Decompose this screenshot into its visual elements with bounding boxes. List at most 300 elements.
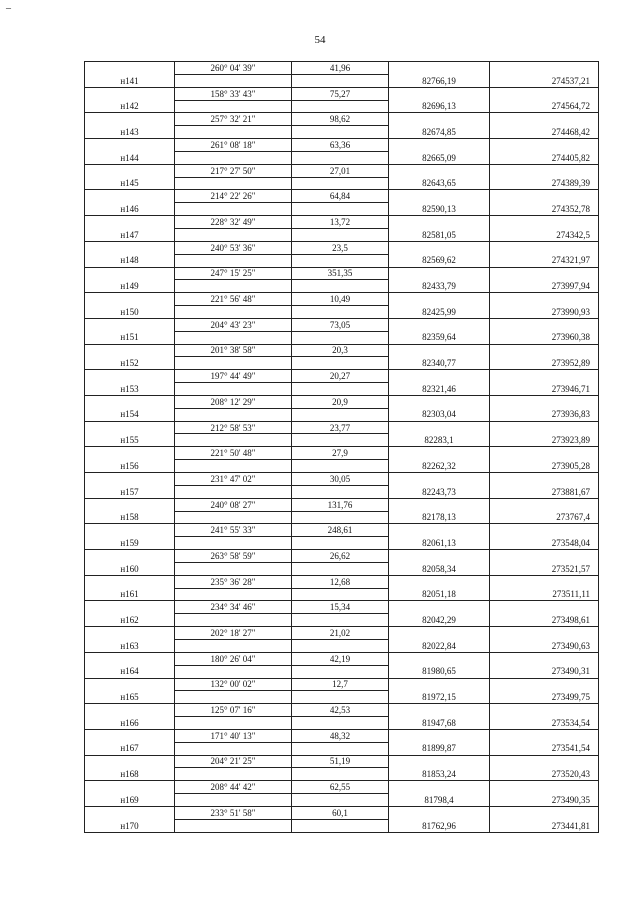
x-coordinate-cell: 82058,34 xyxy=(389,562,490,575)
segment-row xyxy=(85,267,599,280)
segment-row xyxy=(85,395,599,408)
point-row xyxy=(85,434,599,447)
x-coordinate-cell: 81972,15 xyxy=(389,691,490,704)
x-coordinate-cell xyxy=(389,524,490,537)
y-coordinate-cell xyxy=(490,113,599,126)
x-coordinate-cell: 82433,79 xyxy=(389,280,490,293)
segment-length-cell: 13,72 xyxy=(292,216,389,229)
point-name-cell xyxy=(85,678,175,691)
y-coordinate-cell: 273490,31 xyxy=(490,665,599,678)
segment-row xyxy=(85,370,599,383)
point-row xyxy=(85,74,599,87)
direction-angle-cell xyxy=(175,177,292,190)
segment-row xyxy=(85,755,599,768)
segment-row xyxy=(85,524,599,537)
direction-angle-cell xyxy=(175,794,292,807)
y-coordinate-cell: 273490,35 xyxy=(490,794,599,807)
direction-angle-cell xyxy=(175,126,292,139)
direction-angle-cell: 197° 44' 49" xyxy=(175,370,292,383)
segment-length-cell xyxy=(292,357,389,370)
y-coordinate-cell: 273521,57 xyxy=(490,562,599,575)
x-coordinate-cell: 82674,85 xyxy=(389,126,490,139)
segment-length-cell: 60,1 xyxy=(292,806,389,819)
point-row xyxy=(85,151,599,164)
point-name-cell xyxy=(85,190,175,203)
point-row xyxy=(85,460,599,473)
point-row xyxy=(85,794,599,807)
x-coordinate-cell xyxy=(389,704,490,717)
y-coordinate-cell xyxy=(490,729,599,742)
x-coordinate-cell: 81853,24 xyxy=(389,768,490,781)
segment-row xyxy=(85,318,599,331)
segment-length-cell: 21,02 xyxy=(292,627,389,640)
y-coordinate-cell: 274564,72 xyxy=(490,100,599,113)
direction-angle-cell xyxy=(175,639,292,652)
point-row xyxy=(85,306,599,319)
point-name-cell xyxy=(85,601,175,614)
segment-length-cell xyxy=(292,228,389,241)
direction-angle-cell: 217° 27' 50" xyxy=(175,164,292,177)
segment-row xyxy=(85,241,599,254)
segment-length-cell: 42,53 xyxy=(292,704,389,717)
x-coordinate-cell xyxy=(389,755,490,768)
x-coordinate-cell: 82061,13 xyxy=(389,537,490,550)
direction-angle-cell: 180° 26' 04" xyxy=(175,652,292,665)
segment-length-cell: 10,49 xyxy=(292,293,389,306)
point-row xyxy=(85,280,599,293)
direction-angle-cell xyxy=(175,562,292,575)
y-coordinate-cell: 273960,38 xyxy=(490,331,599,344)
y-coordinate-cell xyxy=(490,139,599,152)
segment-length-cell xyxy=(292,485,389,498)
point-name-cell xyxy=(85,473,175,486)
y-coordinate-cell xyxy=(490,473,599,486)
y-coordinate-cell: 274468,42 xyxy=(490,126,599,139)
direction-angle-cell xyxy=(175,408,292,421)
point-name-cell xyxy=(85,318,175,331)
segment-length-cell xyxy=(292,639,389,652)
y-coordinate-cell xyxy=(490,575,599,588)
segment-length-cell xyxy=(292,126,389,139)
y-coordinate-cell: 273548,04 xyxy=(490,537,599,550)
point-name-cell: н152 xyxy=(85,357,175,370)
segment-length-cell: 62,55 xyxy=(292,781,389,794)
y-coordinate-cell xyxy=(490,498,599,511)
segment-length-cell: 63,36 xyxy=(292,139,389,152)
x-coordinate-cell xyxy=(389,627,490,640)
y-coordinate-cell xyxy=(490,395,599,408)
x-coordinate-cell xyxy=(389,550,490,563)
segment-length-cell xyxy=(292,460,389,473)
x-coordinate-cell xyxy=(389,575,490,588)
direction-angle-cell xyxy=(175,742,292,755)
x-coordinate-cell xyxy=(389,62,490,75)
point-name-cell: н170 xyxy=(85,819,175,832)
point-row xyxy=(85,485,599,498)
point-row xyxy=(85,742,599,755)
y-coordinate-cell: 274342,5 xyxy=(490,228,599,241)
point-name-cell: н145 xyxy=(85,177,175,190)
segment-length-cell: 73,05 xyxy=(292,318,389,331)
y-coordinate-cell: 273490,63 xyxy=(490,639,599,652)
direction-angle-cell xyxy=(175,460,292,473)
segment-length-cell: 20,3 xyxy=(292,344,389,357)
x-coordinate-cell: 82581,05 xyxy=(389,228,490,241)
direction-angle-cell: 158° 33' 43" xyxy=(175,87,292,100)
segment-length-cell: 98,62 xyxy=(292,113,389,126)
x-coordinate-cell: 82243,73 xyxy=(389,485,490,498)
point-name-cell: н168 xyxy=(85,768,175,781)
point-row xyxy=(85,408,599,421)
segment-length-cell xyxy=(292,383,389,396)
segment-length-cell xyxy=(292,331,389,344)
x-coordinate-cell: 82590,13 xyxy=(389,203,490,216)
x-coordinate-cell xyxy=(389,781,490,794)
y-coordinate-cell: 273541,54 xyxy=(490,742,599,755)
y-coordinate-cell: 273441,81 xyxy=(490,819,599,832)
point-row xyxy=(85,177,599,190)
segment-row xyxy=(85,216,599,229)
x-coordinate-cell: 81980,65 xyxy=(389,665,490,678)
direction-angle-cell xyxy=(175,537,292,550)
segment-length-cell xyxy=(292,691,389,704)
segment-length-cell: 12,68 xyxy=(292,575,389,588)
x-coordinate-cell: 82262,32 xyxy=(389,460,490,473)
x-coordinate-cell: 82359,64 xyxy=(389,331,490,344)
y-coordinate-cell: 273499,75 xyxy=(490,691,599,704)
x-coordinate-cell: 81899,87 xyxy=(389,742,490,755)
segment-row xyxy=(85,190,599,203)
direction-angle-cell: 241° 55' 33" xyxy=(175,524,292,537)
segment-length-cell: 23,77 xyxy=(292,421,389,434)
table-body xyxy=(85,62,599,833)
point-name-cell: н159 xyxy=(85,537,175,550)
x-coordinate-cell: 82643,65 xyxy=(389,177,490,190)
x-coordinate-cell xyxy=(389,113,490,126)
y-coordinate-cell: 273936,83 xyxy=(490,408,599,421)
x-coordinate-cell: 82425,99 xyxy=(389,306,490,319)
x-coordinate-cell xyxy=(389,395,490,408)
segment-row xyxy=(85,781,599,794)
y-coordinate-cell xyxy=(490,87,599,100)
x-coordinate-cell xyxy=(389,241,490,254)
direction-angle-cell: 202° 18' 27" xyxy=(175,627,292,640)
y-coordinate-cell: 273498,61 xyxy=(490,614,599,627)
direction-angle-cell xyxy=(175,588,292,601)
direction-angle-cell: 214° 22' 26" xyxy=(175,190,292,203)
y-coordinate-cell xyxy=(490,704,599,717)
segment-length-cell xyxy=(292,408,389,421)
x-coordinate-cell xyxy=(389,344,490,357)
point-row xyxy=(85,228,599,241)
point-name-cell: н164 xyxy=(85,665,175,678)
direction-angle-cell: 231° 47' 02" xyxy=(175,473,292,486)
y-coordinate-cell xyxy=(490,550,599,563)
segment-length-cell xyxy=(292,588,389,601)
segment-row xyxy=(85,806,599,819)
point-row xyxy=(85,639,599,652)
direction-angle-cell xyxy=(175,665,292,678)
point-name-cell: н160 xyxy=(85,562,175,575)
segment-row xyxy=(85,627,599,640)
y-coordinate-cell xyxy=(490,421,599,434)
point-name-cell: н142 xyxy=(85,100,175,113)
y-coordinate-cell: 274352,78 xyxy=(490,203,599,216)
segment-length-cell xyxy=(292,74,389,87)
segment-length-cell xyxy=(292,819,389,832)
y-coordinate-cell xyxy=(490,164,599,177)
direction-angle-cell: 234° 34' 46" xyxy=(175,601,292,614)
x-coordinate-cell xyxy=(389,678,490,691)
direction-angle-cell xyxy=(175,614,292,627)
y-coordinate-cell: 273946,71 xyxy=(490,383,599,396)
x-coordinate-cell: 81798,4 xyxy=(389,794,490,807)
x-coordinate-cell: 81762,96 xyxy=(389,819,490,832)
x-coordinate-cell xyxy=(389,421,490,434)
point-row xyxy=(85,537,599,550)
y-coordinate-cell: 273767,4 xyxy=(490,511,599,524)
direction-angle-cell xyxy=(175,357,292,370)
point-name-cell: н161 xyxy=(85,588,175,601)
x-coordinate-cell xyxy=(389,473,490,486)
y-coordinate-cell: 274321,97 xyxy=(490,254,599,267)
segment-row xyxy=(85,704,599,717)
x-coordinate-cell: 82051,18 xyxy=(389,588,490,601)
x-coordinate-cell: 82696,13 xyxy=(389,100,490,113)
direction-angle-cell: 204° 21' 25" xyxy=(175,755,292,768)
point-name-cell: н169 xyxy=(85,794,175,807)
point-name-cell xyxy=(85,395,175,408)
x-coordinate-cell xyxy=(389,139,490,152)
segment-length-cell xyxy=(292,177,389,190)
segment-length-cell: 131,76 xyxy=(292,498,389,511)
x-coordinate-cell: 82178,13 xyxy=(389,511,490,524)
point-name-cell xyxy=(85,781,175,794)
point-name-cell xyxy=(85,267,175,280)
point-name-cell xyxy=(85,806,175,819)
segment-length-cell xyxy=(292,768,389,781)
point-name-cell xyxy=(85,550,175,563)
point-name-cell: н163 xyxy=(85,639,175,652)
segment-row xyxy=(85,87,599,100)
segment-row xyxy=(85,601,599,614)
segment-length-cell xyxy=(292,434,389,447)
segment-length-cell xyxy=(292,151,389,164)
y-coordinate-cell xyxy=(490,62,599,75)
segment-row xyxy=(85,293,599,306)
segment-length-cell xyxy=(292,511,389,524)
point-row xyxy=(85,614,599,627)
segment-length-cell xyxy=(292,717,389,730)
segment-length-cell: 26,62 xyxy=(292,550,389,563)
x-coordinate-cell xyxy=(389,190,490,203)
point-name-cell: н149 xyxy=(85,280,175,293)
direction-angle-cell: 201° 38' 58" xyxy=(175,344,292,357)
point-name-cell: н141 xyxy=(85,74,175,87)
segment-length-cell: 51,19 xyxy=(292,755,389,768)
y-coordinate-cell: 273534,54 xyxy=(490,717,599,730)
direction-angle-cell xyxy=(175,434,292,447)
direction-angle-cell xyxy=(175,511,292,524)
direction-angle-cell: 221° 56' 48" xyxy=(175,293,292,306)
x-coordinate-cell: 82665,09 xyxy=(389,151,490,164)
y-coordinate-cell: 273990,93 xyxy=(490,306,599,319)
segment-length-cell xyxy=(292,794,389,807)
point-name-cell xyxy=(85,729,175,742)
direction-angle-cell: 260° 04' 39" xyxy=(175,62,292,75)
segment-row xyxy=(85,498,599,511)
point-name-cell: н143 xyxy=(85,126,175,139)
point-name-cell: н151 xyxy=(85,331,175,344)
x-coordinate-cell: 82321,46 xyxy=(389,383,490,396)
x-coordinate-cell xyxy=(389,87,490,100)
segment-length-cell: 30,05 xyxy=(292,473,389,486)
direction-angle-cell: 257° 32' 21" xyxy=(175,113,292,126)
segment-length-cell: 15,34 xyxy=(292,601,389,614)
y-coordinate-cell xyxy=(490,293,599,306)
point-name-cell xyxy=(85,139,175,152)
point-row xyxy=(85,357,599,370)
point-row xyxy=(85,819,599,832)
x-coordinate-cell: 82340,77 xyxy=(389,357,490,370)
point-name-cell xyxy=(85,344,175,357)
segment-length-cell: 48,32 xyxy=(292,729,389,742)
direction-angle-cell: 263° 58' 59" xyxy=(175,550,292,563)
direction-angle-cell xyxy=(175,203,292,216)
point-name-cell xyxy=(85,241,175,254)
x-coordinate-cell xyxy=(389,447,490,460)
segment-length-cell xyxy=(292,254,389,267)
x-coordinate-cell: 82569,62 xyxy=(389,254,490,267)
segment-length-cell xyxy=(292,614,389,627)
direction-angle-cell: 240° 08' 27" xyxy=(175,498,292,511)
direction-angle-cell: 208° 44' 42" xyxy=(175,781,292,794)
x-coordinate-cell: 82022,84 xyxy=(389,639,490,652)
point-row xyxy=(85,331,599,344)
x-coordinate-cell xyxy=(389,164,490,177)
y-coordinate-cell xyxy=(490,216,599,229)
segment-row xyxy=(85,652,599,665)
segment-length-cell xyxy=(292,100,389,113)
direction-angle-cell xyxy=(175,485,292,498)
y-coordinate-cell: 273952,89 xyxy=(490,357,599,370)
point-row xyxy=(85,691,599,704)
segment-row xyxy=(85,473,599,486)
point-name-cell xyxy=(85,652,175,665)
point-name-cell: н144 xyxy=(85,151,175,164)
direction-angle-cell: 208° 12' 29" xyxy=(175,395,292,408)
page-number: 54 xyxy=(314,34,326,46)
point-name-cell xyxy=(85,755,175,768)
point-row xyxy=(85,511,599,524)
x-coordinate-cell: 81947,68 xyxy=(389,717,490,730)
y-coordinate-cell: 273881,67 xyxy=(490,485,599,498)
point-name-cell xyxy=(85,293,175,306)
y-coordinate-cell xyxy=(490,781,599,794)
segment-length-cell xyxy=(292,280,389,293)
segment-length-cell xyxy=(292,742,389,755)
segment-row xyxy=(85,550,599,563)
segment-length-cell: 23,5 xyxy=(292,241,389,254)
point-row xyxy=(85,383,599,396)
x-coordinate-cell xyxy=(389,652,490,665)
y-coordinate-cell xyxy=(490,370,599,383)
point-name-cell xyxy=(85,216,175,229)
point-name-cell xyxy=(85,421,175,434)
segment-length-cell xyxy=(292,665,389,678)
y-coordinate-cell xyxy=(490,601,599,614)
point-name-cell: н155 xyxy=(85,434,175,447)
x-coordinate-cell xyxy=(389,318,490,331)
point-name-cell: н150 xyxy=(85,306,175,319)
x-coordinate-cell xyxy=(389,293,490,306)
x-coordinate-cell xyxy=(389,216,490,229)
x-coordinate-cell xyxy=(389,806,490,819)
segment-length-cell: 12,7 xyxy=(292,678,389,691)
point-row xyxy=(85,665,599,678)
segment-row xyxy=(85,139,599,152)
point-name-cell xyxy=(85,164,175,177)
x-coordinate-cell: 82042,29 xyxy=(389,614,490,627)
point-row xyxy=(85,588,599,601)
segment-row xyxy=(85,729,599,742)
direction-angle-cell xyxy=(175,74,292,87)
point-name-cell: н166 xyxy=(85,717,175,730)
y-coordinate-cell: 273520,43 xyxy=(490,768,599,781)
direction-angle-cell xyxy=(175,228,292,241)
point-row xyxy=(85,254,599,267)
point-row xyxy=(85,562,599,575)
point-name-cell: н147 xyxy=(85,228,175,241)
y-coordinate-cell: 274405,82 xyxy=(490,151,599,164)
x-coordinate-cell xyxy=(389,729,490,742)
y-coordinate-cell: 274389,39 xyxy=(490,177,599,190)
segment-length-cell: 248,61 xyxy=(292,524,389,537)
segment-row xyxy=(85,62,599,75)
y-coordinate-cell xyxy=(490,678,599,691)
y-coordinate-cell xyxy=(490,627,599,640)
y-coordinate-cell xyxy=(490,241,599,254)
direction-angle-cell: 204° 43' 23" xyxy=(175,318,292,331)
y-coordinate-cell xyxy=(490,190,599,203)
segment-length-cell xyxy=(292,203,389,216)
direction-angle-cell xyxy=(175,254,292,267)
y-coordinate-cell: 273511,11 xyxy=(490,588,599,601)
y-coordinate-cell xyxy=(490,344,599,357)
segment-row xyxy=(85,678,599,691)
segment-length-cell: 27,01 xyxy=(292,164,389,177)
direction-angle-cell xyxy=(175,383,292,396)
y-coordinate-cell: 273905,28 xyxy=(490,460,599,473)
segment-row xyxy=(85,164,599,177)
point-row xyxy=(85,717,599,730)
x-coordinate-cell xyxy=(389,370,490,383)
point-name-cell: н156 xyxy=(85,460,175,473)
x-coordinate-cell: 82766,19 xyxy=(389,74,490,87)
point-name-cell xyxy=(85,498,175,511)
y-coordinate-cell: 274537,21 xyxy=(490,74,599,87)
x-coordinate-cell xyxy=(389,601,490,614)
point-name-cell xyxy=(85,447,175,460)
point-name-cell xyxy=(85,575,175,588)
direction-angle-cell xyxy=(175,819,292,832)
direction-angle-cell xyxy=(175,100,292,113)
point-name-cell: н167 xyxy=(85,742,175,755)
segment-row xyxy=(85,575,599,588)
y-coordinate-cell xyxy=(490,755,599,768)
point-name-cell: н148 xyxy=(85,254,175,267)
segment-row xyxy=(85,113,599,126)
